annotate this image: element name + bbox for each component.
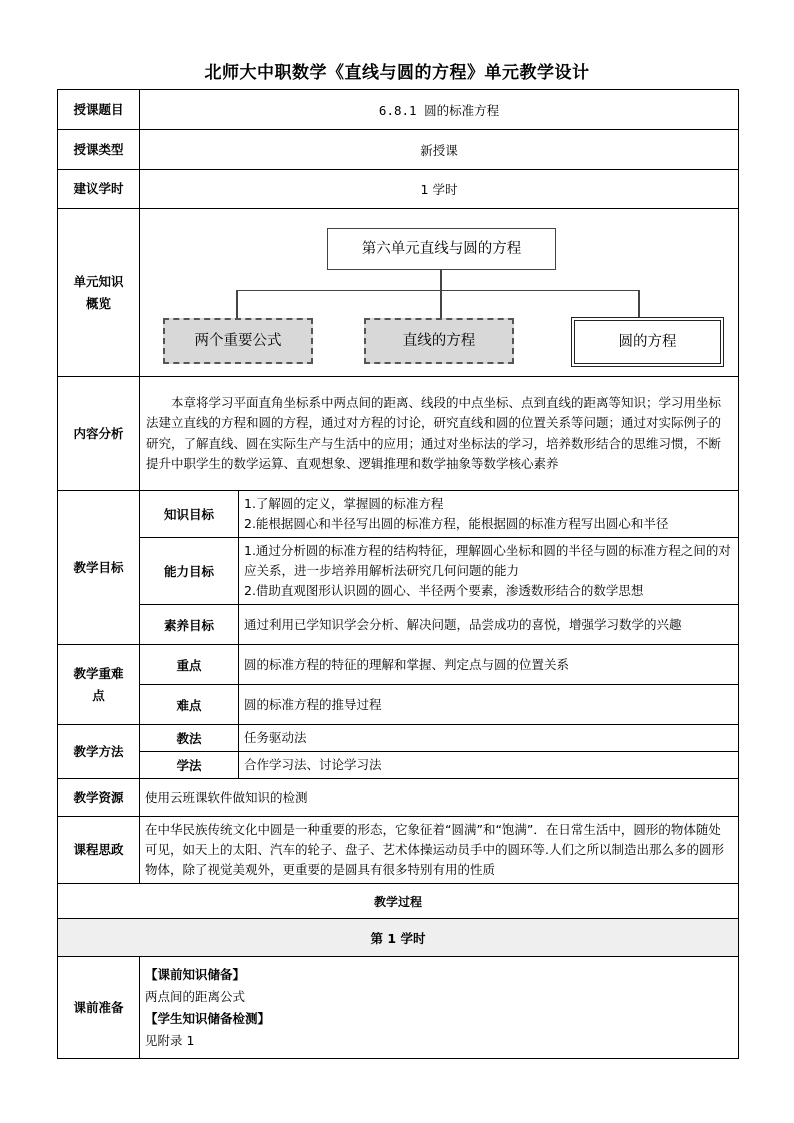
label-goals: 教学目标 <box>58 491 140 645</box>
section-process-heading: 教学过程 <box>58 884 739 919</box>
diagram-connector <box>638 290 640 317</box>
label-ideology: 课程思政 <box>58 817 140 884</box>
value-resources: 使用云班课软件做知识的检测 <box>140 779 739 817</box>
diagram-connector <box>236 290 639 292</box>
value-difficulty: 圆的标准方程的推导过程 <box>239 685 739 725</box>
section-period-heading: 第 1 学时 <box>58 919 739 957</box>
row-topic <box>58 90 739 130</box>
value-goal-knowledge <box>239 491 739 538</box>
row-goal-literacy <box>58 605 739 645</box>
label-overview-line1: 单元知识 <box>73 273 124 289</box>
value-prep <box>140 957 739 1059</box>
value-hours: 1 学时 <box>140 170 739 209</box>
page-title: 北师大中职数学《直线与圆的方程》单元教学设计 <box>204 63 590 83</box>
prep-heading-knowledge: 【课前知识储备】 <box>145 966 246 982</box>
label-prep: 课前准备 <box>58 957 140 1059</box>
diagram-connector <box>236 290 238 318</box>
label-goal-knowledge: 知识目标 <box>140 491 239 538</box>
goal-knowledge-item: 1.了解圆的定义，掌握圆的标准方程 <box>244 496 444 511</box>
row-goal-knowledge <box>58 491 739 538</box>
diagram-connector <box>440 270 442 290</box>
row-content <box>58 377 739 491</box>
diagram-node-line-equation: 直线的方程 <box>364 318 514 364</box>
value-ideology: 在中华民族传统文化中圆是一种重要的形态，它象征着“圆满”和“饱满”．在日常生活中，圆形的物体随处可见，如天上的太阳、汽车的轮子、盘子、艺术体操运动员手中的圆环等.人们之所以制造出那么多的圆形物体，除了视觉美观外，更重要的是圆具有很多特别有用的性质 <box>140 817 739 884</box>
row-teach-method <box>58 725 739 752</box>
label-methods: 教学方法 <box>58 725 140 779</box>
knowledge-tree-diagram <box>140 210 738 376</box>
lesson-design-table <box>57 89 739 1059</box>
label-goal-literacy: 素养目标 <box>140 605 239 645</box>
goal-ability-item: 2.借助直观图形认识圆的圆心、半径两个要素，渗透数形结合的数学思想 <box>244 583 644 598</box>
label-keypoints-line2: 点 <box>92 687 105 703</box>
value-learn-method: 合作学习法、讨论学习法 <box>239 752 739 779</box>
row-hours <box>58 170 739 209</box>
label-goal-ability: 能力目标 <box>140 538 239 605</box>
value-type: 新授课 <box>140 130 739 170</box>
prep-heading-check: 【学生知识储备检测】 <box>145 1010 271 1026</box>
label-keypoints <box>58 645 140 725</box>
row-overview <box>58 209 739 377</box>
goal-ability-item: 1.通过分析圆的标准方程的结构特征，理解圆心坐标和圆的半径与圆的标准方程之间的对应关系，进一步培养用解析法研究几何问题的能力 <box>244 543 731 578</box>
label-hours: 建议学时 <box>58 170 140 209</box>
label-difficulty: 难点 <box>140 685 239 725</box>
row-period-header <box>58 919 739 957</box>
label-keypoint: 重点 <box>140 645 239 685</box>
goal-knowledge-item: 2.能根据圆心和半径写出圆的标准方程，能根据圆的标准方程写出圆心和半径 <box>244 516 669 531</box>
row-prep <box>58 957 739 1059</box>
value-goal-ability <box>239 538 739 605</box>
overview-cell <box>140 209 739 377</box>
label-topic: 授课题目 <box>58 90 140 130</box>
row-ideology <box>58 817 739 884</box>
diagram-connector <box>440 290 442 318</box>
prep-knowledge-text: 两点间的距离公式 <box>145 988 246 1004</box>
label-learn-method: 学法 <box>140 752 239 779</box>
row-difficulty <box>58 685 739 725</box>
value-teach-method: 任务驱动法 <box>239 725 739 752</box>
diagram-node-circle-equation: 圆的方程 <box>571 317 724 367</box>
label-overview-line2: 概览 <box>85 295 111 311</box>
label-keypoints-line1: 教学重难 <box>73 665 124 681</box>
row-process-header <box>58 884 739 919</box>
prep-check-text: 见附录 1 <box>145 1032 195 1048</box>
label-teach-method: 教法 <box>140 725 239 752</box>
value-keypoint: 圆的标准方程的特征的理解和掌握、判定点与圆的位置关系 <box>239 645 739 685</box>
row-type <box>58 130 739 170</box>
value-topic: 6.8.1 圆的标准方程 <box>140 90 739 130</box>
row-keypoint <box>58 645 739 685</box>
label-content: 内容分析 <box>58 377 140 491</box>
label-type: 授课类型 <box>58 130 140 170</box>
value-goal-literacy: 通过利用已学知识学会分析、解决问题，品尝成功的喜悦，增强学习数学的兴趣 <box>239 605 739 645</box>
label-resources: 教学资源 <box>58 779 140 817</box>
row-learn-method <box>58 752 739 779</box>
diagram-node-formulas: 两个重要公式 <box>163 318 313 364</box>
label-overview <box>58 209 140 377</box>
row-resources <box>58 779 739 817</box>
diagram-root-node: 第六单元直线与圆的方程 <box>327 228 556 270</box>
row-goal-ability <box>58 538 739 605</box>
value-content: 本章将学习平面直角坐标系中两点间的距离、线段的中点坐标、点到直线的距离等知识；学习用坐标法建立直线的方程和圆的方程，通过对方程的讨论，研究直线和圆的位置关系等问题；通过对实际例子的研究，了解直线、圆在实际生产与生活中的应用；通过对坐标法的学习，培养数形结合的思维习惯，不断提升中职学生的数学运算、直观想象、逻辑推理和数学抽象等数学核心素养 <box>140 377 739 491</box>
